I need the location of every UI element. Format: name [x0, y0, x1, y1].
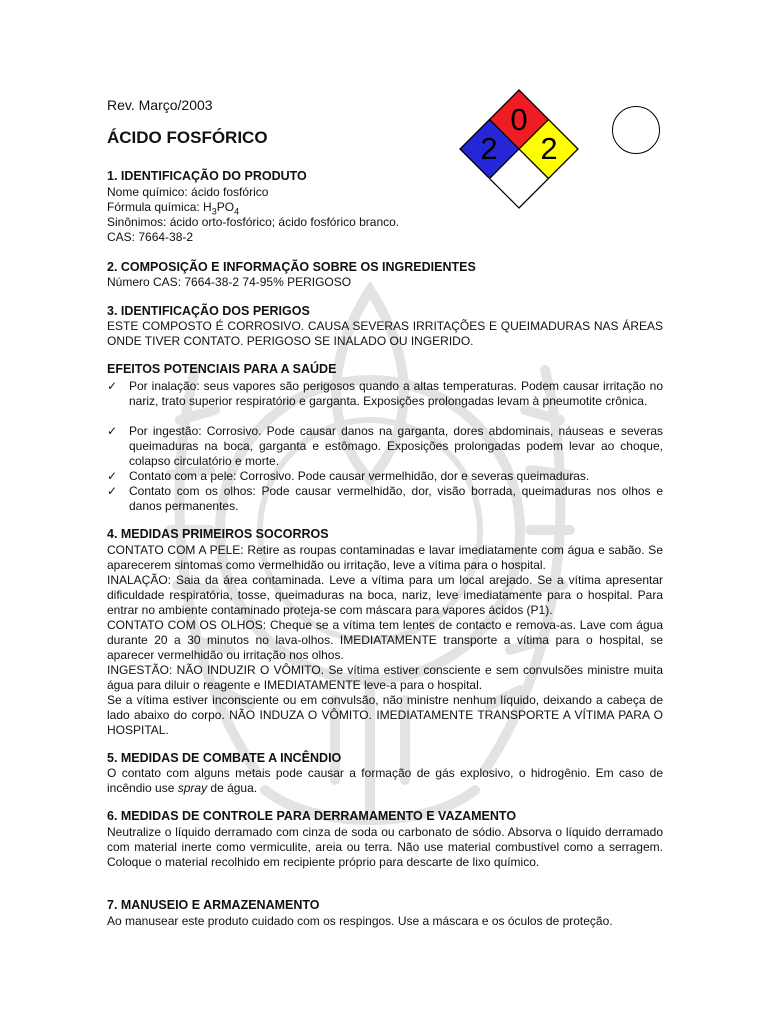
formula-label: Fórmula química: [107, 200, 204, 214]
health-effects-heading: EFEITOS POTENCIAIS PARA A SAÚDE [107, 362, 337, 376]
fire-text-spray: spray [177, 781, 208, 795]
handling-text: Ao manusear este produto cuidado com os respingos. Use a máscara e os óculos de proteção. [107, 914, 613, 928]
revision-date: Rev. Março/2003 [107, 97, 213, 113]
section-1-heading: 1. IDENTIFICAÇÃO DO PRODUTO [107, 169, 307, 183]
chemical-name: Nome químico: ácido fosfórico [107, 185, 269, 199]
synonyms: Sinônimos: ácido orto-fosfórico; ácido fosfórico branco. [107, 215, 400, 229]
health-effect-item [107, 379, 663, 409]
first-aid-unconscious: Se a vítima estiver inconsciente ou em convulsão, não ministre nenhum líquido, deixando a cabeça de lado abaixo do corpo. NÃO INDUZA O VÔMITO. IMEDIATAMENTE TRANSPORTE A VÍTIMA PARA O HOSPITAL. [107, 693, 663, 737]
health-effect-text: Contato com os olhos: Pode causar vermelhidão, dor, visão borrada, queimaduras nos olhos e danos permanentes. [129, 484, 663, 513]
formula-po-subscript: 4 [234, 206, 240, 217]
section-3-heading: 3. IDENTIFICAÇÃO DOS PERIGOS [107, 304, 310, 318]
chemical-formula [107, 200, 239, 215]
composition-line: Número CAS: 7664-38-2 74-95% PERIGOSO [107, 275, 352, 289]
check-icon: ✓ [107, 379, 118, 393]
section-5-heading: 5. MEDIDAS DE COMBATE A INCÊNDIO [107, 751, 342, 765]
cas-number: CAS: 7664-38-2 [107, 230, 194, 244]
health-effect-text: Contato com a pele: Corrosivo. Pode causar vermelhidão, dor e severas queimaduras. [129, 469, 590, 483]
nfpa-flammability-rating: 0 [510, 102, 528, 137]
check-icon: ✓ [107, 469, 118, 483]
check-icon: ✓ [107, 484, 118, 498]
fire-text-part: O contato com alguns metais pode causar a formação de gás explosivo, o hidrogênio. Em caso de incêndio use [107, 766, 663, 795]
spill-control-text: Neutralize o líquido derramado com cinza de soda ou carbonato de sódio. Absorva o líquido derramado com material inerte como vermiculite, areia ou terra. Não use material combustível como a serragem. Coloque o material recolhido em recipiente próprio para descarte de lixo químico. [107, 825, 663, 869]
health-effect-item [107, 469, 663, 484]
nfpa-reactivity-rating: 2 [540, 131, 558, 166]
fire-text-part: de água. [207, 781, 258, 795]
fire-fighting-text [107, 766, 663, 796]
health-effect-item [107, 424, 663, 469]
section-7-heading: 7. MANUSEIO E ARMAZENAMENTO [107, 898, 320, 912]
first-aid-ingestion: INGESTÃO: NÃO INDUZIR O VÔMITO. Se vítima estiver consciente e sem convulsões ministre muita água para diluir o reagente e IMEDIATAMENTE leve-a para o hospital. [107, 663, 663, 692]
section-6-heading: 6. MEDIDAS DE CONTROLE PARA DERRAMAMENTO E VAZAMENTO [107, 809, 517, 823]
check-icon: ✓ [107, 424, 118, 438]
health-effect-text: Por ingestão: Corrosivo. Pode causar danos na garganta, dores abdominais, náuseas e severas queimaduras na boca, garganta e estômago. Exposições prolongadas podem levar ao choque, colapso circulatório e morte. [129, 424, 663, 468]
circle-symbol [612, 106, 660, 154]
first-aid-inhalation: INALAÇÃO: Saia da área contaminada. Leve a vítima para um local arejado. Se a vítima apresentar dificuldade respiratória, tosse, queimaduras na boca, nariz, leve imediatamente para o hospital. Para entrar no ambiente contaminado proteja-se com máscara para vapores ácidos (P1). [107, 573, 663, 617]
section-2-heading: 2. COMPOSIÇÃO E INFORMAÇÃO SOBRE OS INGREDIENTES [107, 260, 476, 274]
health-effect-item [107, 484, 663, 514]
formula-h-subscript: 3 [211, 206, 217, 217]
hazards-text: ESTE COMPOSTO É CORROSIVO. CAUSA SEVERAS IRRITAÇÕES E QUEIMADURAS NAS ÁREAS ONDE TIVER CONTATO. PERIGOSO SE INALADO OU INGERIDO. [107, 319, 663, 348]
section-4-heading: 4. MEDIDAS PRIMEIROS SOCORROS [107, 527, 329, 541]
health-effect-text: Por inalação: seus vapores são perigosos quando a altas temperaturas. Podem causar irritação no nariz, trato superior respiratório e garganta. Exposições prolongadas levam à pneumotite crônica. [129, 379, 663, 408]
first-aid-eyes: CONTATO COM OS OLHOS: Cheque se a vítima tem lentes de contacto e remova-as. Lave com água durante 20 a 30 minutos no lava-olhos. IMEDIATAMENTE transporte a vítima para o hospital, se aparecer vermelhidão ou irritação nos olhos. [107, 618, 663, 662]
nfpa-health-rating: 2 [480, 131, 498, 166]
formula-h: H [203, 200, 212, 214]
first-aid-skin: CONTATO COM A PELE: Retire as roupas contaminadas e lavar imediatamente com água e sabão. Se aparecerem sintomas como vermelhidão ou irritação, leve a vítima para o hospital. [107, 543, 663, 572]
product-title: ÁCIDO FOSFÓRICO [107, 128, 268, 147]
nfpa-hazard-diamond [458, 88, 580, 210]
formula-po: PO [216, 200, 235, 214]
